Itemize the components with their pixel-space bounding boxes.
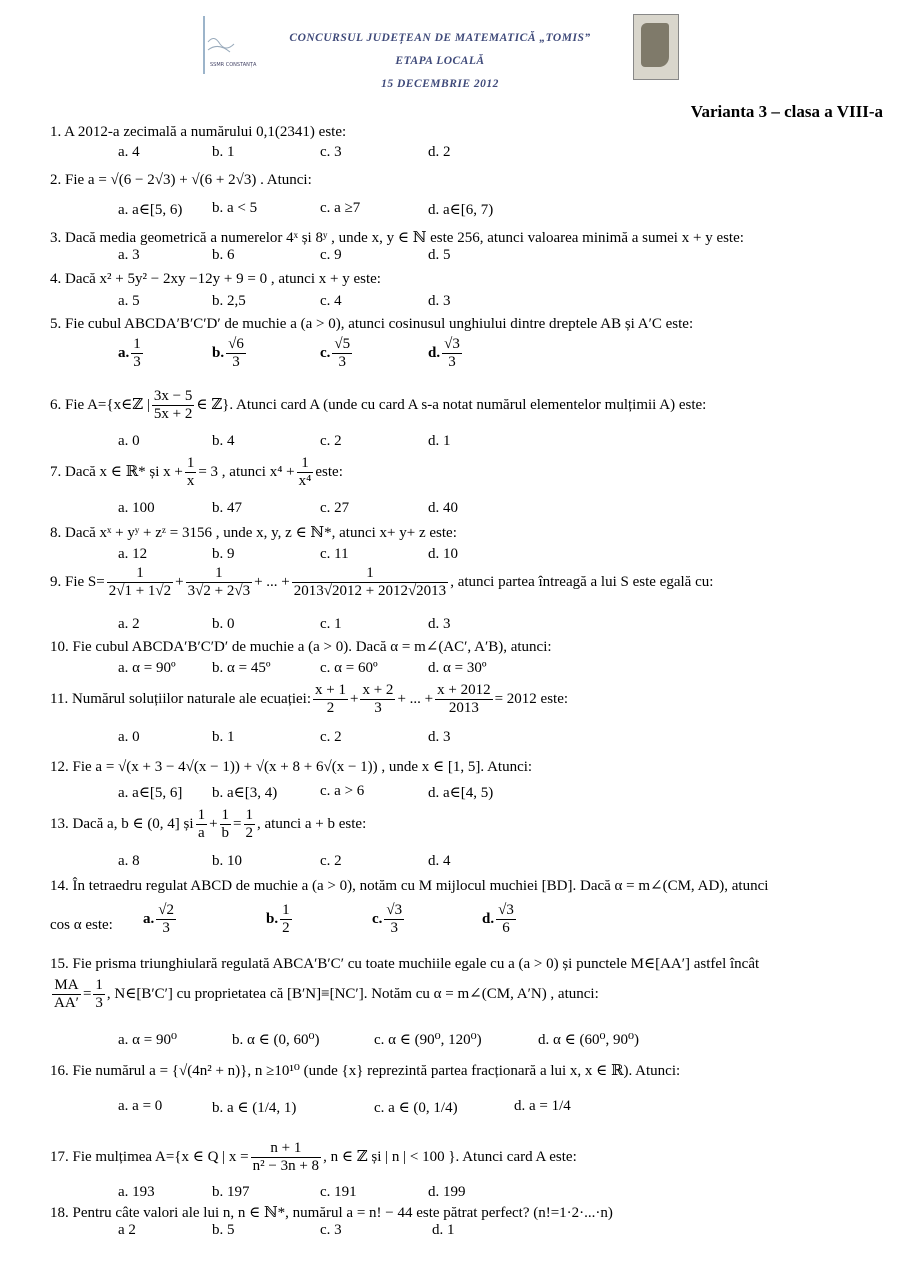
q10-option-b: b. α = 45º xyxy=(212,660,271,676)
q11-option-d: d. 3 xyxy=(428,729,451,745)
q8-option-d: d. 10 xyxy=(428,546,458,562)
fraction xyxy=(186,565,252,601)
q3-option-a: a. 3 xyxy=(118,247,140,263)
fraction-numerator: 1 xyxy=(185,455,197,473)
q18-option-d: d. 1 xyxy=(432,1222,455,1238)
fraction-denominator: 6 xyxy=(502,920,510,937)
q16-option-a: a. a = 0 xyxy=(118,1098,163,1114)
fraction xyxy=(313,682,348,718)
question-8: 8. Dacă xˣ + yʸ + zᶻ = 3156 , unde x, y, z ∈ ℕ*, atunci x+ y+ z este: xyxy=(50,525,457,541)
q13-option-b: b. 10 xyxy=(212,853,242,869)
q1-option-a: a. 4 xyxy=(118,144,140,160)
fraction-numerator: x + 2 xyxy=(360,682,395,700)
q3-option-c: c. 9 xyxy=(320,247,342,263)
question-11: 11. Numărul soluțiilor naturale ale ecuației: $\frac{x + 1}{2}$ + $\frac{x + 2}{3}$ + ... + $\frac{x + 2012}{2013}$ = 2012 este: xyxy=(50,682,569,717)
q13-option-a: a. 8 xyxy=(118,853,140,869)
q8-option-b: b. 9 xyxy=(212,546,235,562)
q16-option-d: d. a = 1/4 xyxy=(514,1098,571,1114)
tomis-logo xyxy=(633,14,679,80)
q12-option-a: a. a∈[5, 6] xyxy=(118,785,183,801)
q3-option-d: d. 5 xyxy=(428,247,451,263)
q17-option-b: b. 197 xyxy=(212,1184,250,1200)
fraction-denominator: 2√1 + 1√2 xyxy=(108,583,172,600)
fraction-denominator: AA′ xyxy=(54,995,79,1012)
question-13: 13. Dacă a, b ∈ (0, 4] și $\frac{1}{a}$ + $\frac{1}{b}$ = $\frac{1}{2}$ , atunci a + b este: xyxy=(50,807,367,842)
fraction-numerator: 1 xyxy=(186,565,252,583)
q7-option-d: d. 40 xyxy=(428,500,458,516)
q17-option-d: d. 199 xyxy=(428,1184,466,1200)
fraction-numerator: 1 xyxy=(107,565,173,583)
fraction xyxy=(442,336,462,372)
fraction-denominator: 5x + 2 xyxy=(153,406,193,423)
variant-title: Varianta 3 – clasa a VIII-a xyxy=(690,102,883,121)
q9-option-c: c. 1 xyxy=(320,616,342,632)
fraction-numerator: n + 1 xyxy=(251,1140,321,1158)
q2-option-d: d. a∈[6, 7) xyxy=(428,202,494,218)
q14-option-b: b. $\frac{1}{2}$ xyxy=(266,902,290,937)
question-9: 9. Fie S= $\frac{1}{2√1 + 1√2}$ + $\frac{1}{3√2 + 2√3}$ + ... + $\frac{1}{2013√2012 + 2012√2013}$ , atunci partea întreagă a lui S este egală cu: xyxy=(50,565,714,600)
q5-option-d: d. $\frac{√3}{3}$ xyxy=(428,336,460,371)
question-17: 17. Fie mulțimea A={x ∈ Q | x = $\frac{n + 1}{\text{n² − 3n + 8}}$ , n ∈ ℤ și | n | < 100 }. Atunci card A este: xyxy=(50,1140,577,1175)
fraction xyxy=(93,977,105,1013)
q1-option-d: d. 2 xyxy=(428,144,451,160)
q14-option-a: a. $\frac{√2}{3}$ xyxy=(143,902,174,937)
q7-option-c: c. 27 xyxy=(320,500,350,516)
fraction xyxy=(280,902,292,938)
fraction-denominator: 2 xyxy=(245,825,253,842)
q11-option-c: c. 2 xyxy=(320,729,342,745)
q15-option-d: d. α ∈ (60⁰, 90⁰) xyxy=(538,1032,639,1048)
fraction-denominator: 3√2 + 2√3 xyxy=(187,583,251,600)
q11-option-b: b. 1 xyxy=(212,729,235,745)
q6-option-a: a. 0 xyxy=(118,433,140,449)
question-10: 10. Fie cubul ABCDA′B′C′D′ de muchie a (a > 0). Dacă α = m∠(AC′, A′B), atunci: xyxy=(50,639,552,655)
q1-option-b: b. 1 xyxy=(212,144,235,160)
fraction-numerator: 1 xyxy=(220,807,232,825)
q4-option-d: d. 3 xyxy=(428,293,451,309)
fraction-numerator: √6 xyxy=(226,336,246,354)
q6-option-d: d. 1 xyxy=(428,433,451,449)
q8-option-a: a. 12 xyxy=(118,546,148,562)
contest-title: CONCURSUL JUDEȚEAN DE MATEMATICĂ „TOMIS” xyxy=(289,32,591,44)
q17-option-c: c. 191 xyxy=(320,1184,357,1200)
fraction-numerator: x + 2012 xyxy=(435,682,492,700)
q11-option-a: a. 0 xyxy=(118,729,140,745)
fraction xyxy=(185,455,197,491)
q9-option-a: a. 2 xyxy=(118,616,140,632)
question-5: 5. Fie cubul ABCDA′B′C′D′ de muchie a (a > 0), atunci cosinusul unghiului dintre dreptele AB și A′C este: xyxy=(50,316,694,332)
q10-option-a: a. α = 90º xyxy=(118,660,176,676)
fraction-numerator: MA xyxy=(52,977,81,995)
q2-option-a: a. a∈[5, 6) xyxy=(118,202,183,218)
fraction-numerator: 1 xyxy=(297,455,314,473)
fraction-numerator: 1 xyxy=(93,977,105,995)
fraction xyxy=(226,336,246,372)
fraction-numerator: √3 xyxy=(496,902,516,920)
fraction-denominator: x xyxy=(186,473,195,490)
svg-text:SSMR CONSTANȚA: SSMR CONSTANȚA xyxy=(210,62,257,68)
fraction xyxy=(384,902,404,938)
q1-option-c: c. 3 xyxy=(320,144,342,160)
fraction xyxy=(220,807,232,843)
fraction-numerator: 1 xyxy=(244,807,256,825)
fraction-denominator: 2013 xyxy=(448,700,479,717)
q4-option-c: c. 4 xyxy=(320,293,342,309)
fraction-denominator: 2 xyxy=(282,920,290,937)
question-12: 12. Fie a = √(x + 3 − 4√(x − 1)) + √(x + 8 + 6√(x − 1)) , unde x ∈ [1, 5]. Atunci: xyxy=(50,759,533,775)
fraction-numerator: √2 xyxy=(156,902,176,920)
q7-option-b: b. 47 xyxy=(212,500,242,516)
fraction xyxy=(435,682,492,718)
q15-option-c: c. α ∈ (90⁰, 120⁰) xyxy=(374,1032,482,1048)
fraction-denominator: 3 xyxy=(95,995,103,1012)
question-16: 16. Fie numărul a = {√(4n² + n)}, n ≥10¹⁰ (unde {x} reprezintă partea fracționară a lui x, x ∈ ℝ). Atunci: xyxy=(50,1063,681,1079)
contest-stage: ETAPA LOCALĂ xyxy=(395,55,485,67)
contest-date: 15 DECEMBRIE 2012 xyxy=(381,78,499,90)
q12-option-c: c. a > 6 xyxy=(320,783,365,799)
q6-option-c: c. 2 xyxy=(320,433,342,449)
question-4: 4. Dacă x² + 5y² − 2xy −12y + 9 = 0 , atunci x + y este: xyxy=(50,271,381,287)
fraction-numerator: 1 xyxy=(196,807,208,825)
question-3: 3. Dacă media geometrică a numerelor 4ˣ și 8ʸ , unde x, y ∈ ℕ este 256, atunci valoarea minimă a sumei x + y este: xyxy=(50,230,744,246)
q4-option-a: a. 5 xyxy=(118,293,140,309)
q9-option-b: b. 0 xyxy=(212,616,235,632)
fraction xyxy=(152,388,194,424)
q10-option-c: c. α = 60º xyxy=(320,660,378,676)
fraction xyxy=(360,682,395,718)
fraction-denominator: 3 xyxy=(162,920,170,937)
fraction-numerator: x + 1 xyxy=(313,682,348,700)
fraction-numerator: √5 xyxy=(332,336,352,354)
q14-option-c: c. $\frac{√3}{3}$ xyxy=(372,902,403,937)
q17-option-a: a. 193 xyxy=(118,1184,155,1200)
fraction-denominator: 2 xyxy=(326,700,335,717)
q6-option-b: b. 4 xyxy=(212,433,235,449)
q12-option-d: d. a∈[4, 5) xyxy=(428,785,494,801)
q14-option-d: d. $\frac{√3}{6}$ xyxy=(482,902,514,937)
q18-option-b: b. 5 xyxy=(212,1222,235,1238)
q9-option-d: d. 3 xyxy=(428,616,451,632)
fraction-denominator: a xyxy=(197,825,205,842)
q5-option-c: c. $\frac{√5}{3}$ xyxy=(320,336,351,371)
fraction xyxy=(107,565,173,601)
fraction-denominator: 3 xyxy=(448,354,456,371)
fraction-denominator: 3 xyxy=(338,354,347,371)
q10-option-d: d. α = 30º xyxy=(428,660,487,676)
question-18: 18. Pentru câte valori ale lui n, n ∈ ℕ*, numărul a = n! − 44 este pătrat perfect? (n!=1·2·...·n) xyxy=(50,1205,613,1221)
q15-option-a: a. α = 90⁰ xyxy=(118,1032,177,1048)
fraction xyxy=(156,902,176,938)
fraction-numerator: √3 xyxy=(384,902,404,920)
q4-option-b: b. 2,5 xyxy=(212,293,246,309)
q16-option-b: b. a ∈ (1/4, 1) xyxy=(212,1100,297,1116)
fraction xyxy=(131,336,143,372)
q8-option-c: c. 11 xyxy=(320,546,349,562)
fraction xyxy=(332,336,352,372)
question-14: 14. În tetraedru regulat ABCD de muchie a (a > 0), notăm cu M mijlocul muchiei [BD]. Dacă α = m∠(CM, AD), atunci xyxy=(50,878,769,894)
fraction-denominator: 3 xyxy=(133,354,141,371)
q13-option-c: c. 2 xyxy=(320,853,342,869)
q16-option-c: c. a ∈ (0, 1/4) xyxy=(374,1100,458,1116)
fraction xyxy=(292,565,448,601)
fraction-numerator: 1 xyxy=(280,902,292,920)
fraction xyxy=(496,902,516,938)
fraction-denominator: 2013√2012 + 2012√2013 xyxy=(293,583,447,600)
q5-option-a: a. $\frac{1}{3}$ xyxy=(118,336,141,371)
q18-option-c: c. 3 xyxy=(320,1222,342,1238)
fraction-denominator: 3 xyxy=(390,920,399,937)
q15-option-b: b. α ∈ (0, 60⁰) xyxy=(232,1032,320,1048)
q13-option-d: d. 4 xyxy=(428,853,451,869)
q12-option-b: b. a∈[3, 4) xyxy=(212,785,278,801)
question-15: 15. Fie prisma triunghiulară regulată ABCA′B′C′ cu toate muchiile egale cu a (a > 0) și punctele M∈[AA′] astfel încât xyxy=(50,956,760,972)
q3-option-b: b. 6 xyxy=(212,247,235,263)
fraction-denominator: x⁴ xyxy=(298,473,312,490)
fraction-numerator: √3 xyxy=(442,336,462,354)
fraction-numerator: 3x − 5 xyxy=(152,388,194,406)
question-7: 7. Dacă x ∈ ℝ* și x + $\frac{1}{x}$ = 3 , atunci x⁴ + $\frac{1}{\text{x⁴}}$ este: xyxy=(50,455,343,490)
question-1: 1. A 2012-a zecimală a numărului 0,1(2341) este: xyxy=(50,124,347,140)
q2-option-c: c. a ≥7 xyxy=(320,200,361,216)
fraction xyxy=(251,1140,321,1176)
fraction-denominator: n² − 3n + 8 xyxy=(252,1158,320,1175)
fraction xyxy=(196,807,208,843)
fraction-denominator: 3 xyxy=(374,700,382,717)
q2-option-b: b. a < 5 xyxy=(212,200,258,216)
q7-option-a: a. 100 xyxy=(118,500,155,516)
question-15-line2: $\frac{MA}{AA'}$ = $\frac{1}{3}$ , N∈[B′C′] cu proprietatea că [B′N]≡[NC′]. Notăm cu α = m∠(CM, A′N) , atunci: xyxy=(54,977,599,1012)
question-2: 2. Fie a = √(6 − 2√3) + √(6 + 2√3) . Atunci: xyxy=(50,172,312,188)
fraction-denominator: 3 xyxy=(232,354,240,371)
fraction xyxy=(52,977,81,1013)
q18-option-a: a 2 xyxy=(118,1222,136,1238)
fraction-denominator: b xyxy=(221,825,230,842)
fraction xyxy=(244,807,256,843)
q5-option-b: b. $\frac{√6}{3}$ xyxy=(212,336,244,371)
fraction-numerator: 1 xyxy=(292,565,448,583)
question-14-line2: cos α este: xyxy=(50,917,113,933)
fraction xyxy=(297,455,314,491)
question-6: 6. Fie A={x∈ℤ | $\frac{3x - 5}{5x + 2}$ ∈ ℤ}. Atunci card A (unde cu card A s-a notat numărul elementelor mulțimii A) este: xyxy=(50,388,707,423)
fraction-numerator: 1 xyxy=(131,336,143,354)
